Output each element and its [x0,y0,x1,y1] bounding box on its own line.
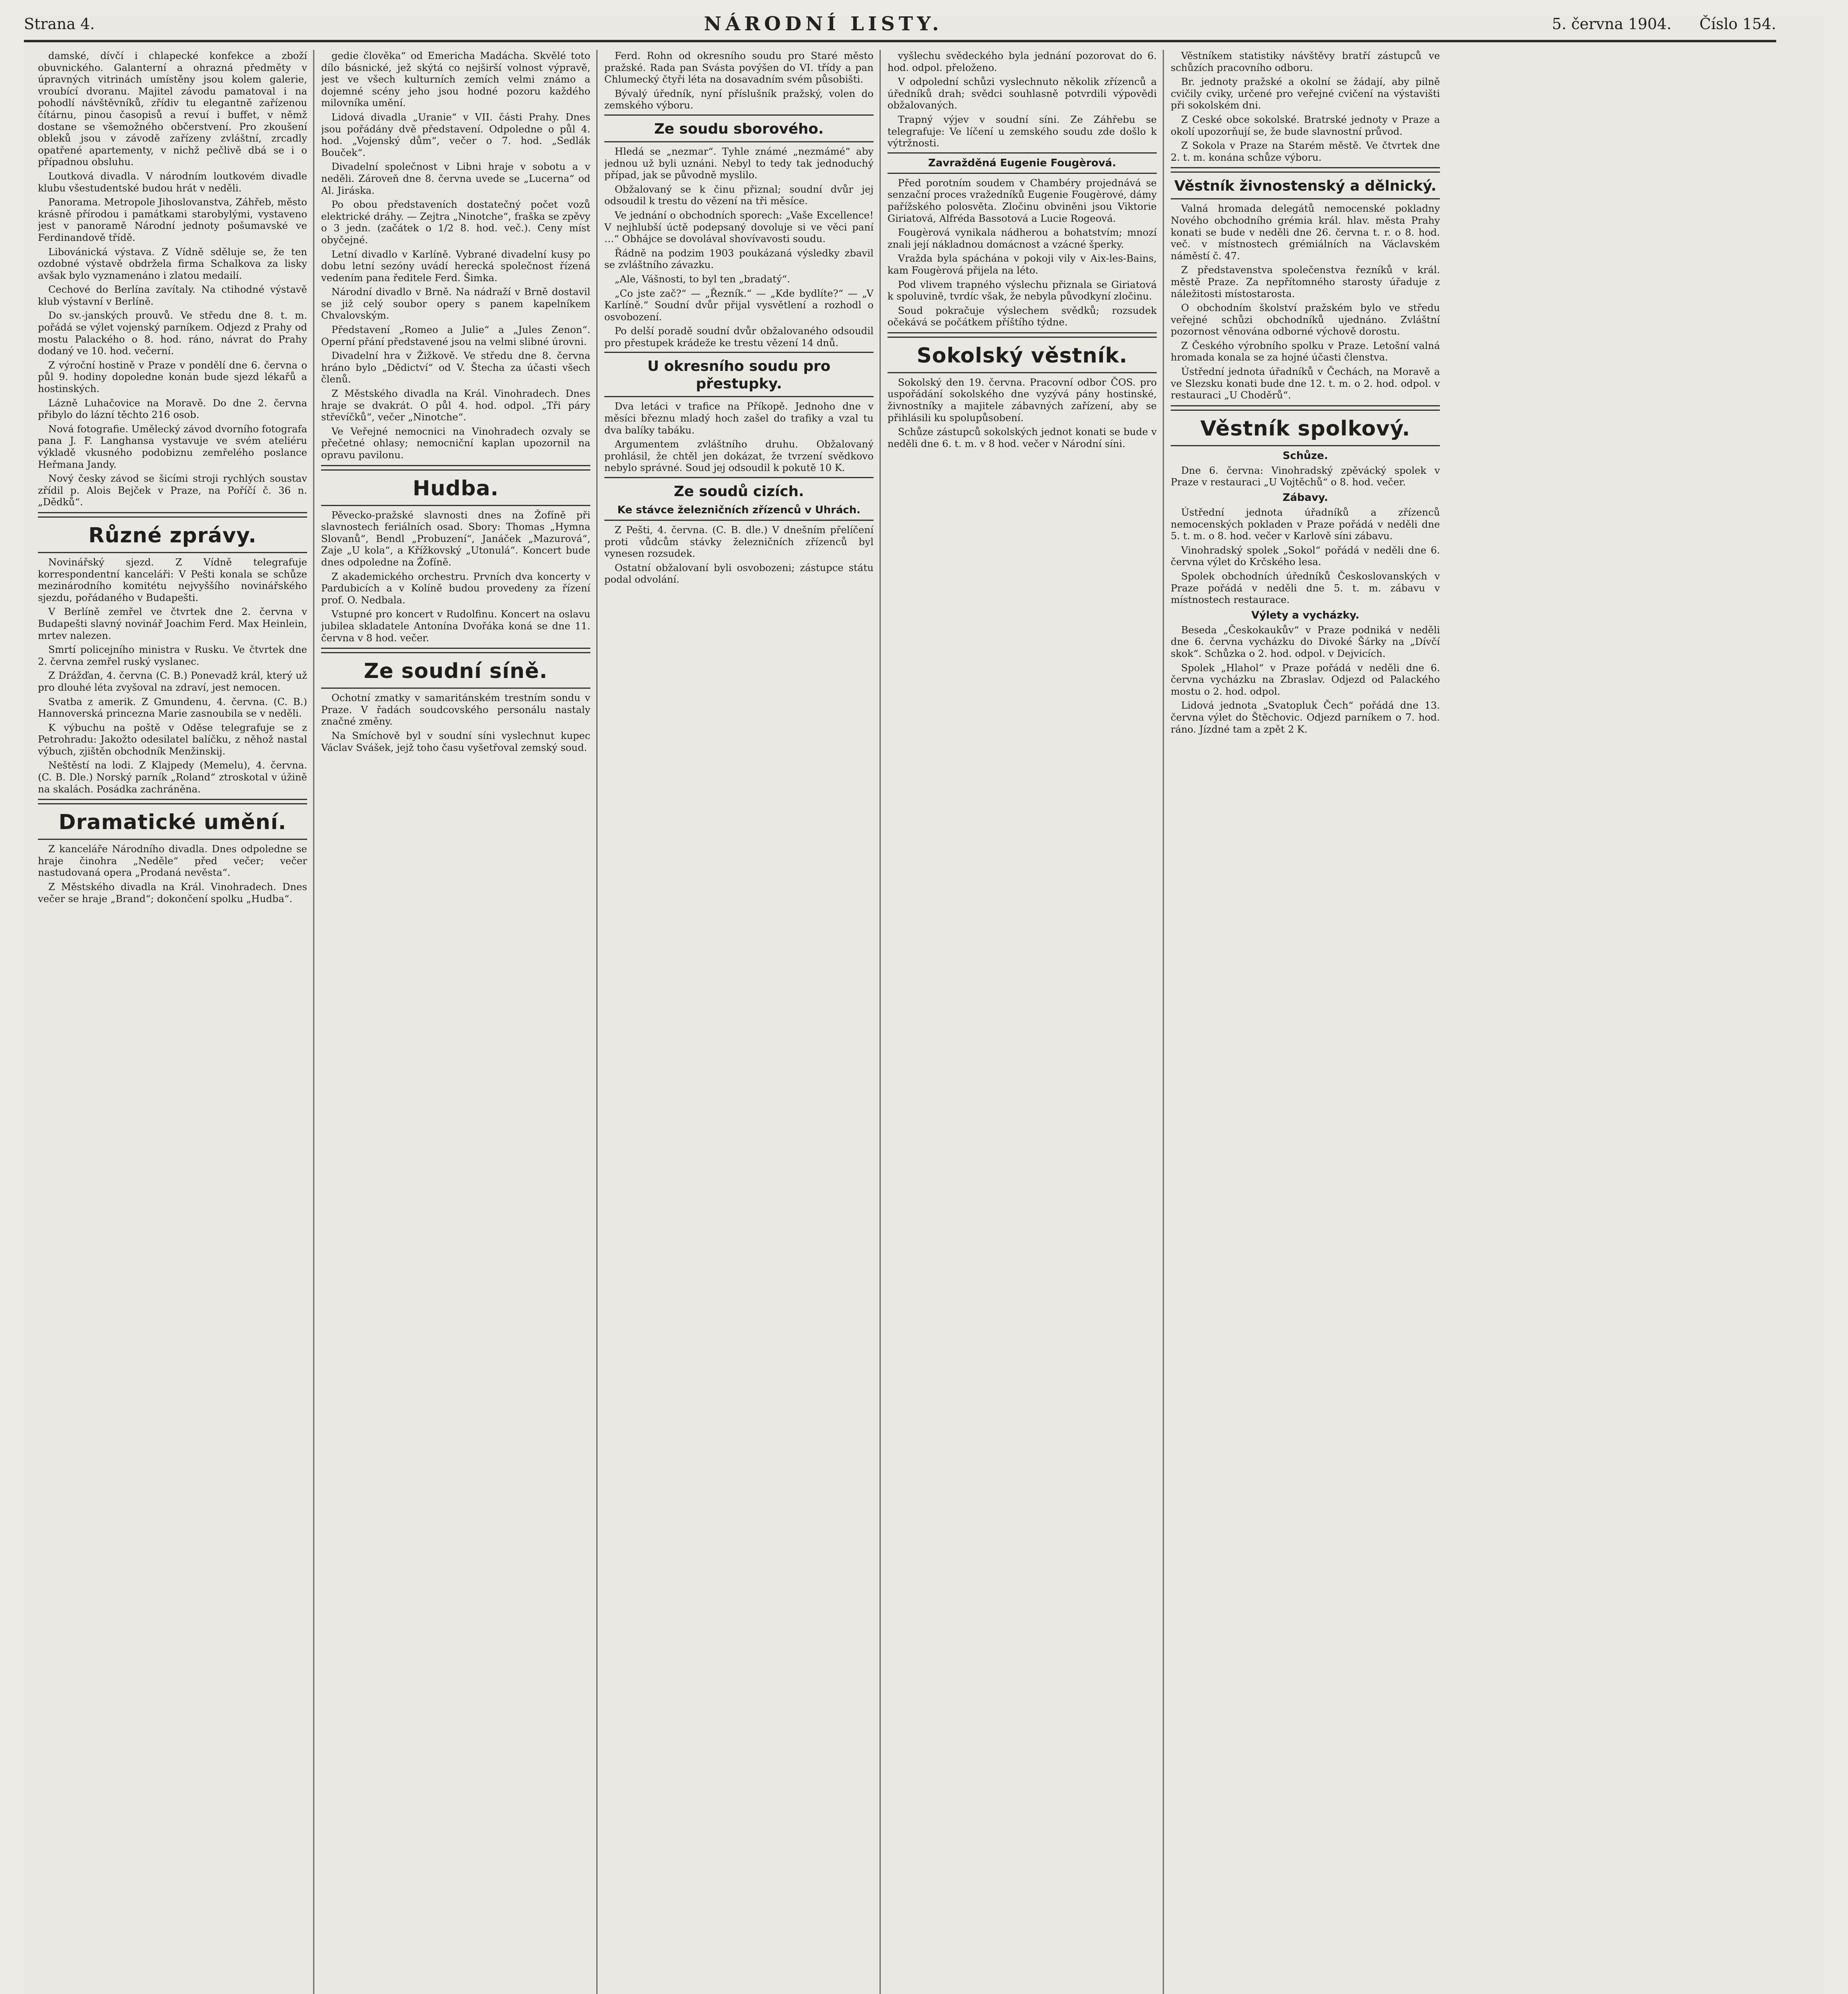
column-separator [880,50,881,1994]
article-paragraph: Z Pešti, 4. června. (C. B. dle.) V dnešním přelíčení proti vůdcům stávky železničních zřízenců byl vynesen rozsudek. [604,524,874,560]
section-divider [321,465,590,471]
section-divider [321,505,590,506]
article-paragraph: Trapný výjev v soudní síni. Ze Záhřebu se telegrafuje: Ve líčení u zemského soudu zde došlo k výtržnosti. [888,113,1157,149]
article-paragraph: O obchodním školství pražském bylo ve středu veřejné schůzi obchodníků ujednáno. Zvláštní pozornost věnována odborné výchově dorostu. [1171,302,1440,337]
section-divider [604,520,874,521]
section-divider [38,799,307,804]
article-paragraph: Ostatní obžalovaní byli osvobozeni; zástupce státu podal odvolání. [604,562,874,585]
article-paragraph: Věstníkem statistiky návštěvy bratří zástupců ve schůzích pracovního odboru. [1171,50,1440,73]
section-divider [1171,198,1440,199]
article-paragraph: Beseda „Českokaukův“ v Praze podniká v neděli dne 6. června vycházku do Divoké Šárky na „Dívčí skok“. Schůzka o 2. hod. odpol. v Dejvicích. [1171,624,1440,659]
section-divider [38,512,307,518]
article-paragraph: Ve Veřejné nemocnici na Vinohradech ozvaly se přečetné ohlasy; nemocniční kaplan upozornil na opravu pavilonu. [321,425,590,461]
col1-intro [38,50,307,508]
article-paragraph: Sokolský den 19. června. Pracovní odbor ČOS. pro uspořádání sokolského dne vyzývá pány hostinské, živnostníky a majitele zábavných zařízení, aby se přihlásili ku spolupůsobení. [888,376,1157,424]
section-heading-trade: Věstník živnostenský a dělnický. [1174,178,1436,195]
article-paragraph: gedie člověka“ od Emericha Madácha. Skvělé toto dílo básnické, jež skýtá co nejširší volnost výpravě, jest ve všech kulturních zemích velmi známo a dojemné scény jeho jsou hodné pozoru každého milovníka umění. [321,50,590,109]
article-paragraph: Dva letáci v trafice na Příkopě. Jednoho dne v měsíci březnu mladý hoch zašel do trafiky a vzal tu dva balíky tabáku. [604,400,874,436]
article-paragraph: Spolek „Hlahol“ v Praze pořádá v neděli dne 6. června vycházku na Zbraslav. Odjezd od Palackého mostu o 2. hod. odpol. [1171,662,1440,697]
article-paragraph: Vstupné pro koncert v Rudolfinu. Koncert na oslavu jubilea skladatele Antonína Dvořáka koná se dne 11. června v 8 hod. večer. [321,608,590,644]
subheading-meetings: Schůze. [1282,449,1328,462]
article-paragraph: V Berlíně zemřel ve čtvrtek dne 2. června v Budapešti slavný novinář Joachim Ferd. Max Heinlein, mrtev nalezen. [38,606,307,641]
section-divider [604,396,874,397]
section-subheading: Ke stávce železničních zřízenců v Uhrách. [617,504,861,516]
article-paragraph: Hledá se „nezmar“. Tyhle známé „nezmámé“ aby jednou už byli uznáni. Nebyl to tedy tak jednoduchý případ, jak se původně myslilo. [604,145,874,181]
article-paragraph: Argumentem zvláštního druhu. Obžalovaný prohlásil, že chtěl jen dokázat, že tvrzení svědkovo nebylo správné. Soud jej odsoudil k pokutě 10 K. [604,438,874,474]
section-heading-district-court: U okresního soudu pro přestupky. [647,358,830,392]
article-paragraph: Br. jednoty pražské a okolní se žádají, aby pilně cvičily cviky, určené pro veřejné cvičení na výstavišti při sokolském dni. [1171,76,1440,111]
section-heading-drama: Dramatické umění. [58,810,287,835]
column-separator [596,50,598,1994]
section-divider [888,332,1157,338]
column-5 [1171,50,1440,1994]
column-4 [888,50,1157,1994]
article-paragraph: Z Českého výrobního spolku v Praze. Letošní valná hromada konala se za hojné účasti členstva. [1171,339,1440,363]
article-paragraph: Dne 6. června: Vinohradský zpěvácký spolek v Praze v restauraci „U Vojtěchů“ o 8. hod. večer. [1171,464,1440,488]
section-divider [321,688,590,689]
article-paragraph: Spolek obchodních úředníků Českoslovanských v Praze pořádá v neděli dne 5. t. m. zábavu v místnostech restaurace. [1171,570,1440,606]
article-paragraph: Na Smíchově byl v soudní síni vyslechnut kupec Václav Svášek, jejž toho času vyšetřoval zemský soud. [321,729,590,753]
section-divider [888,152,1157,154]
article-paragraph: Z Městského divadla na Král. Vinohradech. Dnes hraje se dvakrát. O půl 4. hod. odpol. „Tři páry střevíčků“, večer „Ninotche“. [321,388,590,423]
article-paragraph: Z akademického orchestru. Prvních dva koncerty v Pardubicích a v Kolíně budou provedeny za řízení prof. O. Nedbala. [321,570,590,606]
section-divider [604,114,874,116]
article-paragraph: Řádně na podzim 1903 poukázaná výsledky zbavil se zvláštního závazku. [604,247,874,271]
article-paragraph: Ve jednání o obchodních sporech: „Vaše Excellence! V nejhlubší úctě podepsaný dovoluje si ve věci paní …“ Obhájce se dovolával shovívavosti soudu. [604,209,874,245]
article-paragraph: Soud pokračuje výslechem svědků; rozsudek očekává se počátkem příštího týdne. [888,304,1157,328]
section-divider [1171,445,1440,446]
page-number: Strana 4. [24,15,95,33]
section-divider [888,372,1157,373]
article-paragraph: Smrtí policejního ministra v Rusku. Ve čtvrtek dne 2. června zemřel ruský vyslanec. [38,644,307,667]
section-heading-fougere: Zavražděná Eugenie Fougèrová. [928,157,1116,169]
section-heading-collegiate-court: Ze soudu sborového. [654,120,824,137]
article-paragraph: Schůze zástupců sokolských jednot konati se bude v neděli dne 6. t. m. v 8 hod. večer v Národní síni. [888,426,1157,449]
section-divider [38,839,307,840]
article-paragraph: Fougèrová vynikala nádherou a bohatstvím; mnozí znali její nákladnou domácnost a vzácné šperky. [888,227,1157,250]
article-paragraph: Po obou představeních dostatečný počet vozů elektrické dráhy. — Zejtra „Ninotche“, fraška se zpěvy o 3 jedn. (začátek o 1/2 8. hod. več.). Ceny míst obyčejné. [321,199,590,246]
column-1 [38,50,307,1994]
article-paragraph: Ochotní zmatky v samaritánském trestním sondu v Praze. V řadách soudcovského personálu nastaly značné změny. [321,692,590,727]
article-paragraph: vyšlechu svědeckého byla jednání pozorovat do 6. hod. odpol. přeloženo. [888,50,1157,73]
section-heading-news: Různé zprávy. [88,523,257,548]
article-paragraph: Lidová divadla „Uranie“ v VII. části Prahy. Dnes jsou pořádány dvě představení. Odpoledne o půl 4. hod. „Vojenský dům“, večer o 7. hod. „Sedlák Bouček“. [321,111,590,158]
section-divider [1171,405,1440,411]
column-2 [321,50,590,1994]
article-paragraph: Před porotním soudem v Chambéry projednává se senzační proces vražedníků Eugenie Fougèrové, dámy pařížského polosvěta. Zločinu obviněni jsou Viktorie Giriatová, Alfréda Bassotová a Lucie Rogeová. [888,177,1157,224]
article-paragraph: Valná hromada delegátů nemocenské pokladny Nového obchodního grémia král. hlav. města Prahy konati se bude v neděli dne 26. června t. r. o 8. hod. več. v místnostech grémiálních na Václavském náměstí č. 47. [1171,203,1440,262]
column-3 [604,50,874,1994]
article-paragraph: Ferd. Rohn od okresního soudu pro Staré město pražské. Rada pan Svásta povýšen do VI. třídy a pan Chlumecký čtyři léta na dosavadním svém působišti. [604,50,874,85]
article-paragraph: Z představenstva společenstva řezníků v král. městě Praze. Za nepřítomného starosty úřaduje z náležitosti místostarosta. [1171,264,1440,299]
section-divider [321,648,590,653]
section-divider [38,552,307,553]
article-paragraph: Z kanceláře Národního divadla. Dnes odpoledne se hraje činohra „Neděle“ před večer; večer nastudovaná opera „Prodaná nevěsta“. [38,843,307,879]
article-paragraph: Obžalovaný se k činu přiznal; soudní dvůr jej odsoudil k trestu do vězení na tři měsíce. [604,183,874,207]
section-divider [1171,167,1440,173]
article-paragraph: damské, dívčí i chlapecké konfekce a zboží obuvnického. Galanterní a ohrazná předměty v úpravných vitrinách umístěny jsou kolem galerie, vroubící dvoranu. Majitel závodu pamatoval i na pohodlí návštěvníků, zřídiv tu elegantně zařízenou čítárnu, pinou časopisů a revuí i buffet, v němž dostane se všemožného občerstvení. Pro zkoušení obleků jsou v závodě zařízeny zvláštní, zrcadly opatřené apartementy, v nichž pečlivě dbá se i o případnou obsluhu. [38,50,307,168]
article-paragraph: V odpolední schůzi vyslechnuto několik zřízenců a úředníků drah; svědci souhlasně potvrdili výpovědi obžalovaných. [888,76,1157,111]
article-paragraph: Z Ceské obce sokolské. Bratrské jednoty v Praze a okolí upozorňují se, že bude slavnostní průvod. [1171,113,1440,137]
section-divider [604,477,874,478]
article-paragraph: Ústřední jednota úřadníků a zřízenců nemocenských pokladen v Praze pořádá v neděli dne 5. t. m. o 8. hod. večer v Karlově síni zábavu. [1171,506,1440,542]
article-paragraph: Pěvecko-pražské slavnosti dnes na Žofíně při slavnostech feriálních osad. Sbory: Thomas „Hymna Slovanů“, Bendl „Probuzení“, Janáček „Mazurová“, Zaje „U kola“, a Křížkovský „Utonulá“. Koncert bude dnes odpoledne na Žofíně. [321,509,590,568]
article-paragraph: Z výroční hostině v Praze v pondělí dne 6. června o půl 9. hodiny dopoledne konán bude sjezd lékařů a hostinských. [38,359,307,395]
subheading-trips: Výlety a vycházky. [1251,609,1359,621]
section-heading-foreign-courts: Ze soudů cizích. [674,483,804,500]
article-paragraph: Novinářský sjezd. Z Vídně telegrafuje korrespondentní kanceláři: V Pešti konala se schůze mezinárodního komitétu nejvyššího novinářského sjezdu, pořádaného v Budapešti. [38,556,307,603]
section-heading-sokol: Sokolský věstník. [917,343,1128,368]
article-paragraph: „Co jste zač?“ — „Řezník.“ — „Kde bydlíte?“ — „V Karlíně.“ Soudní dvůr přijal vysvětlení a rozhodl o osvobození. [604,287,874,323]
article-paragraph: Panorama. Metropole Jihoslovanstva, Záhřeb, město krásně přírodou i památkami starobylými, vystaveno jest v panoramě Národní jednoty pošumavské ve Ferdinandově třídě. [38,196,307,243]
section-divider [604,141,874,142]
article-paragraph: Představení „Romeo a Julie“ a „Jules Zenon“. Operní přání představené jsou na velmi slibné úrovni. [321,324,590,347]
article-paragraph: Bývalý úředník, nyní příslušník pražský, volen do zemského výboru. [604,87,874,111]
section-heading-associations: Věstník spolkový. [1200,416,1410,441]
section-heading-court: Ze soudní síně. [364,659,548,684]
article-paragraph: Nový česky závod se šicími stroji rychlých soustav zřídil p. Alois Bejček v Praze, na Poříčí č. 36 n. „Dědků“. [38,473,307,508]
section-divider [604,352,874,353]
article-paragraph: Lázně Luhačovice na Moravě. Do dne 2. června přibylo do lázní těchto 216 osob. [38,397,307,421]
article-paragraph: Po delší poradě soudní dvůr obžalovaného odsoudil pro přestupek krádeže ke trestu vězení 14 dnů. [604,325,874,349]
article-paragraph: Lidová jednota „Svatopluk Čech“ pořádá dne 13. června výlet do Štěchovic. Odjezd parníkem o 7. hod. ráno. Jízdné tam a zpět 2 K. [1171,699,1440,735]
article-paragraph: Pod vlivem trapného výslechu přiznala se Giriatová k spoluvině, tvrdíc však, že nebyla původkyní zločinu. [888,278,1157,302]
article-paragraph: „Ale, Vášnosti, to byl ten „bradatý“. [615,273,790,285]
issue-info [1552,15,1776,33]
subheading-entertainment: Zábavy. [1282,492,1328,504]
column-separator [313,50,314,1994]
article-paragraph: Letní divadlo v Karlíně. Vybrané divadelní kusy po dobu letní sezóny uvádí herecká společnost řízená vedením pana ředitele Ferd. Šimka. [321,248,590,284]
article-paragraph: K výbuchu na poště v Oděse telegrafuje se z Petrohradu: Jakožto odesilatel balíčku, z něhož nastal výbuch, zjištěn obchodník Menžinskij. [38,721,307,757]
masthead [24,10,1776,38]
article-paragraph: Divadelní společnost v Libni hraje v sobotu a v neděli. Zároveň dne 8. června uvede se „Lucerna“ od Al. Jiráska. [321,161,590,196]
newspaper-title: NÁRODNÍ LISTY. [704,13,943,35]
article-paragraph: Libovánická výstava. Z Vídně sděluje se, že ten ozdobné výstavě obdržela firma Schalkova za lisky avšak bylo vyznamenáno i zlatou medailí. [38,246,307,281]
article-paragraph: Národní divadlo v Brně. Na nádraží v Brně dostavil se již celý soubor opery s panem kapelníkem Chvalovským. [321,286,590,321]
article-paragraph: Vražda byla spáchána v pokoji vily v Aix-les-Bains, kam Fougèrová přijela na léto. [888,252,1157,276]
article-paragraph: Z Drážďan, 4. června (C. B.) Ponevadž král, který už pro dlouhé léta zvyšoval na zdraví, jest nemocen. [38,670,307,693]
article-paragraph: Do sv.-janských prouvů. Ve středu dne 8. t. m. pořádá se výlet vojenský parníkem. Odjezd z Prahy od mostu Palackého o 8. hod. ráno, návrat do Prahy dodaný ve 10. hod. večerní. [38,309,307,357]
masthead-rule [24,40,1776,42]
article-paragraph: Neštěstí na lodi. Z Klajpedy (Memelu), 4. června. (C. B. Dle.) Norský parník „Roland“ ztroskotal v úžině na skalách. Posádka zachráněna. [38,759,307,795]
article-paragraph: Divadelní hra v Žižkově. Ve středu dne 8. června hráno bylo „Dědictví“ od V. Štecha za účasti všech členů. [321,350,590,385]
article-paragraph: Loutková divadla. V národním loutkovém divadle klubu všestudentské budou hrát v neděli. [38,170,307,194]
article-paragraph: Cechové do Berlína zavítaly. Na ctihodné výstavě klub výstavní v Berlíně. [38,284,307,307]
article-paragraph: Z Městského divadla na Král. Vinohradech. Dnes večer se hraje „Brand“; dokončení spolku „Hudba“. [38,881,307,904]
article-paragraph: Nová fotografie. Umělecký závod dvorního fotografa pana J. F. Langhansa vystavuje ve svém ateliéru výkladě vkusného podobiznu zemřelého poslance Heřmana Jandy. [38,423,307,470]
article-paragraph: Vinohradský spolek „Sokol“ pořádá v neděli dne 6. června výlet do Krčského lesa. [1171,544,1440,568]
issue-date: 5. června 1904. [1552,15,1672,33]
article-paragraph: Svatba z amerik. Z Gmundenu, 4. června. (C. B.) Hannoverská princezna Marie zasnoubila se v neděli. [38,696,307,719]
section-divider [888,173,1157,174]
column-separator [1163,50,1164,1994]
section-heading-music: Hudba. [412,476,499,500]
article-paragraph: Ústřední jednota úřadníků v Čechách, na Moravě a ve Slezsku konati bude dne 12. t. m. o 2. hod. odpol. v restauraci „U Choděrů“. [1171,366,1440,401]
issue-number: Číslo 154. [1699,15,1776,33]
article-paragraph: Z Sokola v Praze na Starém městě. Ve čtvrtek dne 2. t. m. konána schůze výboru. [1171,140,1440,163]
